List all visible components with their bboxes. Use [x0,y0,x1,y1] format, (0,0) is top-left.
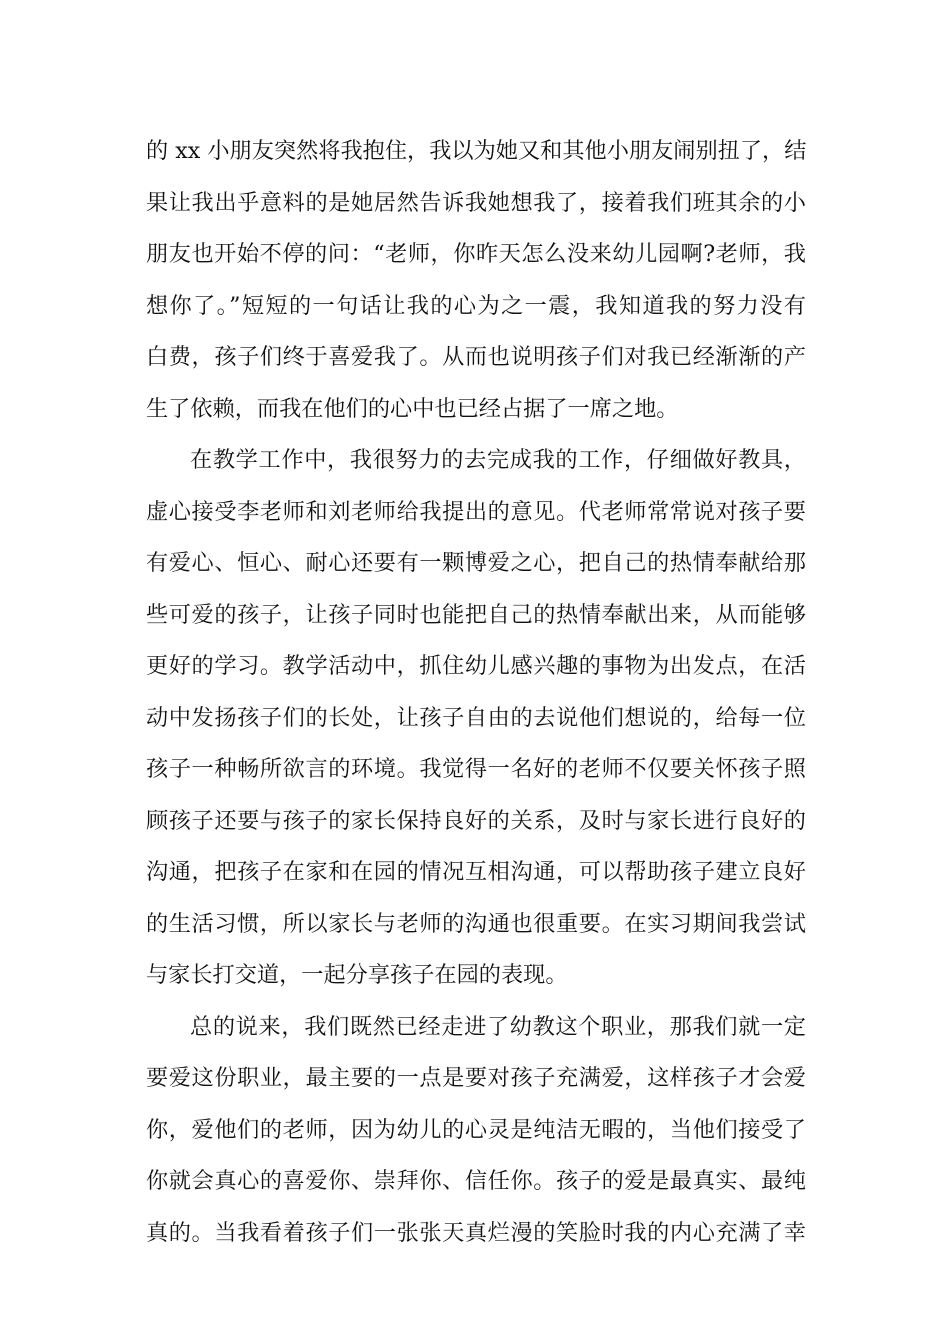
body-text-line: 的生活习惯，所以家长与老师的沟通也很重要。在实习期间我尝试 [146,910,806,937]
body-text-line: 的 xx 小朋友突然将我抱住，我以为她又和其他小朋友闹别扭了，结 [146,138,807,164]
body-text-line: 要爱这份职业，最主要的一点是要对孩子充满爱，这样孩子才会爱 [146,1065,806,1091]
body-text-line: 些可爱的孩子，让孩子同时也能把自己的热情奉献出来，从而能够 [146,601,806,628]
body-text-line: 孩子一种畅所欲言的环境。我觉得一名好的老师不仅要关怀孩子照 [146,756,806,782]
body-text-line: 白费，孩子们终于喜爱我了。从而也说明孩子们对我已经渐渐的产 [146,344,806,370]
body-text-line: 与家长打交道，一起分享孩子在园的表现。 [146,962,568,988]
document-body [146,129,806,1262]
body-text-line: 朋友也开始不停的问：“老师，你昨天怎么没来幼儿园啊?老师，我 [146,241,806,267]
body-text-line: 更好的学习。教学活动中，抓住幼儿感兴趣的事物为出发点，在活 [146,653,806,679]
body-text-line: 你，爱他们的老师，因为幼儿的心灵是纯洁无暇的，当他们接受了 [146,1116,806,1143]
body-text-line: 有爱心、恒心、耐心还要有一颗博爱之心，把自己的热情奉献给那 [146,550,806,576]
body-text-line: 想你了。”短短的一句话让我的心为之一震，我知道我的努力没有 [146,292,806,319]
body-text-line: 顾孩子还要与孩子的家长保持良好的关系，及时与家长进行良好的 [146,807,806,834]
body-text-line: 生了依赖，而我在他们的心中也已经占据了一席之地。 [146,395,679,422]
body-text-line: 真的。当我看着孩子们一张张天真烂漫的笑脸时我的内心充满了幸 [146,1219,806,1246]
body-text-line: 动中发扬孩子们的长处，让孩子自由的去说他们想说的，给每一位 [146,704,806,731]
paragraph-first-line: 总的说来，我们既然已经走进了幼教这个职业，那我们就一定 [190,1013,806,1040]
body-text-line: 你就会真心的喜爱你、崇拜你、信任你。孩子的爱是最真实、最纯 [146,1168,806,1194]
paragraph-first-line: 在教学工作中，我很努力的去完成我的工作，仔细做好教具， [190,447,806,473]
body-text-line: 沟通，把孩子在家和在园的情况互相沟通，可以帮助孩子建立良好 [146,859,806,885]
body-text-line: 果让我出乎意料的是她居然告诉我她想我了，接着我们班其余的小 [146,189,806,216]
body-text-line: 虚心接受李老师和刘老师给我提出的意见。代老师常常说对孩子要 [146,498,806,525]
